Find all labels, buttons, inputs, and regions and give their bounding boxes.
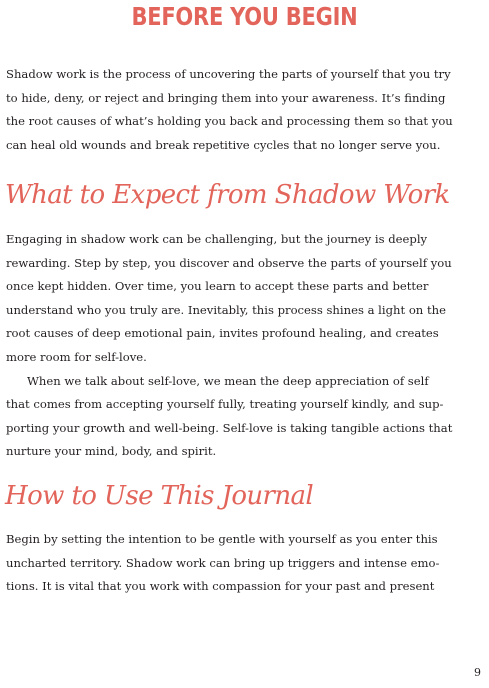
page-number: 9 [474,666,481,679]
text-line: porting your growth and well-being. Self-love is taking tangible actions that [6,420,453,435]
text-line: root causes of deep emotional pain, invites profound healing, and creates [6,326,439,341]
section-heading-how-to-use: How to Use This Journal [5,481,314,511]
text-line: the root causes of what’s holding you back and processing them so that you [6,114,453,129]
text-line: Shadow work is the process of uncovering the parts of yourself that you try [6,67,451,81]
text-line: Engaging in shadow work can be challenging, but the journey is deeply [6,232,428,246]
section-heading-what-to-expect: What to Expect from Shadow Work [5,180,450,210]
text-line: rewarding. Step by step, you discover and observe the parts of yourself you [6,255,452,270]
how-to-use-paragraph [6,528,484,599]
page-title: BEFORE YOU BEGIN [131,2,358,31]
text-line: tions. It is vital that you work with compassion for your past and present [6,579,435,594]
text-line: When we talk about self-love, we mean the deep appreciation of self [27,373,429,388]
text-line: once kept hidden. Over time, you learn to accept these parts and better [6,279,429,294]
text-line: understand who you truly are. Inevitably, this process shines a light on the [6,302,446,317]
text-line: can heal old wounds and break repetitive cycles that no longer serve you. [6,137,441,152]
text-line: to hide, deny, or reject and bringing them into your awareness. It’s finding [6,90,446,105]
what-to-expect-paragraph [6,228,484,464]
text-line: uncharted territory. Shadow work can bring up triggers and intense emo- [6,555,440,570]
text-line: more room for self-love. [6,349,147,364]
text-line: that comes from accepting yourself fully, treating yourself kindly, and sup- [6,397,444,412]
intro-paragraph [6,63,484,157]
text-line: nurture your mind, body, and spirit. [6,444,217,459]
text-line: Begin by setting the intention to be gentle with yourself as you enter this [6,532,438,546]
